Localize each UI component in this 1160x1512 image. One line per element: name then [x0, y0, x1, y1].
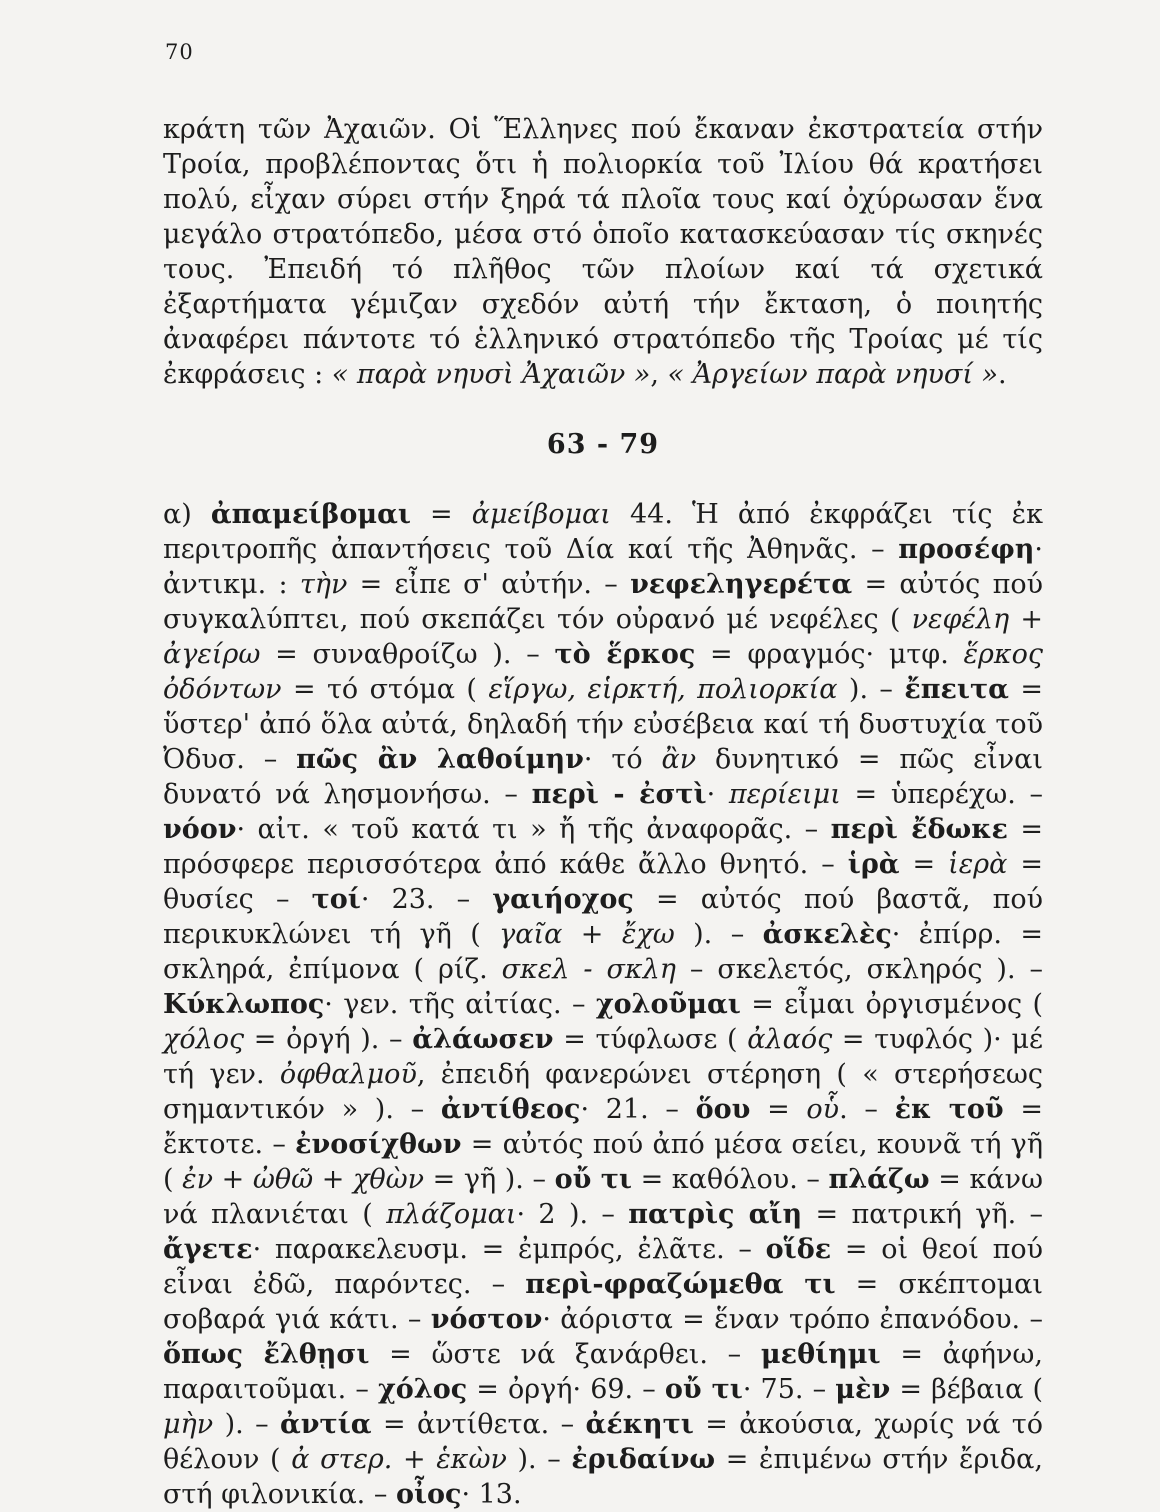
- gloss-text: = ὀργή ). –: [244, 1024, 413, 1055]
- gloss-text: · 21. –: [580, 1094, 696, 1125]
- gloss-text: =: [750, 1094, 807, 1125]
- gloss-text: = πατρική γῆ. –: [802, 1199, 1044, 1230]
- gloss-text: = τό στόμα (: [281, 674, 489, 705]
- italic-gloss: χόλος: [163, 1024, 245, 1055]
- gloss-text: · ἐπίρρ. = σκληρά, ἐπίμονα ( ρίζ.: [163, 919, 1043, 985]
- italic-gloss: περίειμι: [728, 779, 841, 810]
- lemma-term: προσέφη: [898, 534, 1035, 565]
- lemma-term: ἀλάωσεν: [412, 1024, 554, 1055]
- italic-gloss: εἵργω, εἱρκτή, πολιορκία: [488, 674, 838, 705]
- italic-gloss: οὗ: [806, 1094, 840, 1125]
- gloss-text: . –: [839, 1094, 895, 1125]
- italic-gloss: ἀμείβομαι: [471, 499, 611, 530]
- gloss-text: = ἔκτοτε. –: [163, 1094, 1043, 1160]
- gloss-text: = κάνω νά πλανιέται (: [163, 1164, 1043, 1230]
- gloss-text: = ὀργή· 69. –: [467, 1374, 665, 1405]
- gloss-text: = γῆ ). –: [424, 1164, 555, 1195]
- lemma-term: ἀσκελὲς: [762, 919, 892, 950]
- lemma-term: ἄγετε: [163, 1234, 253, 1265]
- gloss-text: = τύφλωσε (: [553, 1024, 748, 1055]
- lemma-term: ἐριδαίνω: [571, 1444, 716, 1475]
- commentary-paragraph: [163, 497, 1043, 1512]
- lemma-term: οὔ τι: [554, 1164, 632, 1195]
- italic-gloss: μὴν: [163, 1409, 214, 1440]
- gloss-text: ). –: [213, 1409, 281, 1440]
- italic-gloss: γαῖα + ἔχω: [499, 919, 675, 950]
- gloss-text: · ἀντικμ. :: [163, 534, 1043, 600]
- gloss-text: =: [899, 849, 949, 880]
- lemma-term: οὔ τι: [664, 1374, 743, 1405]
- italic-gloss: ὀφθαλμοῦ: [279, 1059, 417, 1090]
- gloss-text: = καθόλου. –: [631, 1164, 829, 1195]
- italic-gloss: ἀλαός: [747, 1024, 833, 1055]
- page-text: [163, 112, 1043, 1512]
- lemma-term: πατρὶς αἴη: [628, 1199, 803, 1230]
- gloss-text: · 13.: [461, 1479, 522, 1510]
- lemma-term: ὅου: [695, 1094, 751, 1125]
- gloss-text: = ἀφήνω, παραιτοῦμαι. –: [163, 1339, 1043, 1405]
- gloss-text: = ἐπιμένω στήν ἔριδα, στή φιλονικία. –: [163, 1444, 1044, 1510]
- gloss-text: ). –: [506, 1444, 572, 1475]
- gloss-text: = ὕστερ' ἀπό ὅλα αὐτά, δηλαδή τήν εὐσέβεια καί τή δυστυχία τοῦ Ὀδυσ. –: [163, 674, 1043, 775]
- italic-gloss: ἀ στερ. + ἑκὼν: [291, 1444, 507, 1475]
- gloss-text: = βέβαια (: [890, 1374, 1044, 1405]
- gloss-text: = σκέπτομαι σοβαρά γιά κάτι. –: [163, 1269, 1043, 1335]
- lemma-term: ἐκ τοῦ: [894, 1094, 1004, 1125]
- lemma-term: ἐνοσίχθων: [295, 1129, 462, 1160]
- italic-gloss: σκελ - σκλη: [501, 954, 676, 985]
- gloss-text: 44. Ἡ ἀπό ἐκφράζει τίς ἐκ περιτροπῆς ἀπαντήσεις τοῦ Δία καί τῆς Ἀθηνᾶς. –: [163, 499, 1043, 565]
- lemma-term: ἀντίθεος: [440, 1094, 581, 1125]
- gloss-text: · 75. –: [742, 1374, 836, 1405]
- italic-gloss: νεφέλη + ἀγείρω: [163, 604, 1043, 670]
- gloss-text: δυνητικό = πῶς εἶναι δυνατό νά λησμονήσω. –: [163, 744, 1043, 810]
- lemma-term: χόλος: [378, 1374, 468, 1405]
- lemma-term: μεθίημι: [760, 1339, 881, 1370]
- gloss-text: =: [410, 499, 472, 530]
- gloss-text: α): [163, 499, 211, 530]
- gloss-text: = ἀντίθετα. –: [371, 1409, 586, 1440]
- lemma-term: ἀπαμείβομαι: [210, 499, 411, 530]
- gloss-text: · αἰτ. « τοῦ κατά τι » ἤ τῆς ἀναφορᾶς. –: [236, 814, 831, 845]
- lemma-term: τοί: [311, 884, 361, 915]
- gloss-text: = ἀκούσια, χωρίς νά τό θέλουν (: [163, 1409, 1043, 1475]
- section-heading: 63 - 79: [546, 429, 660, 460]
- gloss-text: = αὐτός πού βαστᾶ, πού περικυκλώνει τή γῆ (: [163, 884, 1043, 950]
- lemma-term: ὅπως ἔλθῃσι: [163, 1339, 370, 1370]
- lemma-term: ἔπειτα: [904, 674, 1009, 705]
- gloss-text: = εἶμαι ὀργισμένος (: [740, 989, 1043, 1020]
- gloss-text: = θυσίες –: [163, 849, 1043, 915]
- lemma-term: περὶ ἔδωκε: [830, 814, 1008, 845]
- italic-gloss: τὴν: [299, 569, 348, 600]
- gloss-text: · τό: [583, 744, 662, 775]
- gloss-text: = πρόσφερε περισσότερα ἀπό κάθε ἄλλο θνητό. –: [163, 814, 1043, 880]
- gloss-text: ). –: [674, 919, 763, 950]
- italic-gloss: ἂν: [661, 744, 697, 775]
- lemma-term: νόον: [163, 814, 237, 845]
- italic-gloss: ἐν + ὠθῶ + χθὼν: [182, 1164, 425, 1195]
- gloss-text: = τυφλός )· μέ τή γεν.: [163, 1024, 1043, 1090]
- lemma-term: ἀντία: [280, 1409, 372, 1440]
- lemma-term: ἱρὰ: [847, 849, 900, 880]
- gloss-text: ·: [706, 779, 729, 810]
- lemma-term: ἀέκητι: [585, 1409, 694, 1440]
- lemma-term: γαιήοχος: [492, 884, 634, 915]
- italic-gloss: ἕρκος ὀδόντων: [163, 639, 1043, 705]
- gloss-text: = αὐτός πού συγκαλύπτει, πού σκεπάζει τόν οὐρανό μέ νεφέλες (: [163, 569, 1043, 635]
- gloss-text: ). –: [837, 674, 905, 705]
- lemma-term: τὸ ἕρκος: [554, 639, 696, 670]
- intro-paragraph: κράτη τῶν Ἀχαιῶν. Οἱ Ἕλληνες πού ἔκαναν ἐκστρατεία στήν Τροία, προβλέποντας ὅτι ἡ πολιορκία τοῦ Ἰλίου θά κρατήσει πολύ, εἶχαν σύρει στήν ξηρά τά πλοῖα τους καί ὀχύρωσαν ἕνα μεγάλο στρατόπεδο, μέσα στό ὁποῖο κατασκεύασαν τίς σκηνές τους. Ἐπειδή τό πλῆθος τῶν πλοίων καί τά σχετικά ἐξαρτήματα γέμιζαν σχεδόν αὐτή τήν ἔκταση, ὁ ποιητής ἀναφέρει πάντοτε τό ἑλληνικό στρατόπεδο τῆς Τροίας μέ τίς ἐκφράσεις : « παρὰ νηυσὶ Ἀχαιῶν », « Ἀργείων παρὰ νηυσί ».: [163, 114, 1043, 390]
- gloss-text: = αὐτός πού ἀπό μέσα σείει, κουνᾶ τή γῆ (: [163, 1129, 1043, 1195]
- italic-gloss: πλάζομαι: [386, 1199, 517, 1230]
- lemma-term: οἵδε: [765, 1234, 832, 1265]
- lemma-term: μὲν: [835, 1374, 891, 1405]
- gloss-text: = οἱ θεοί πού εἶναι ἐδῶ, παρόντες. –: [163, 1234, 1043, 1300]
- italic-gloss: ἱερὰ: [948, 849, 1008, 880]
- gloss-text: · παρακελευσμ. = ἐμπρός, ἐλᾶτε. –: [252, 1234, 766, 1265]
- lemma-term: περὶ - ἐστὶ: [531, 779, 707, 810]
- page-number: 70: [165, 40, 194, 64]
- quoted-phrase: « παρὰ νηυσὶ Ἀχαιῶν »: [331, 359, 651, 390]
- gloss-text: , ἐπειδή φανερώνει στέρηση ( « στερήσεως σημαντικόν » ). –: [163, 1059, 1044, 1125]
- lemma-term: νόστον: [430, 1304, 543, 1335]
- lemma-term: περὶ-φραζώμεθα τι: [525, 1269, 836, 1300]
- gloss-text: · ἀόριστα = ἕναν τρόπο ἐπανόδου. –: [542, 1304, 1043, 1335]
- gloss-text: · γεν. τῆς αἰτίας. –: [324, 989, 596, 1020]
- lemma-term: οἶος: [395, 1479, 462, 1510]
- gloss-text: · 23. –: [360, 884, 493, 915]
- gloss-text: = εἶπε σ' αὐτήν. –: [347, 569, 631, 600]
- lemma-term: Κύκλωπος: [163, 989, 325, 1020]
- gloss-text: = φραγμός· μτφ.: [695, 639, 964, 670]
- gloss-text: = ὥστε νά ξανάρθει. –: [369, 1339, 761, 1370]
- gloss-text: = ὑπερέχω. –: [840, 779, 1044, 810]
- lemma-term: πλάζω: [828, 1164, 930, 1195]
- gloss-text: = συναθροίζω ). –: [260, 639, 555, 670]
- lemma-term: χολοῦμαι: [595, 989, 741, 1020]
- gloss-text: – σκελετός, σκληρός ). –: [675, 954, 1043, 985]
- lemma-term: πῶς ἂν λαθοίμην: [296, 744, 584, 775]
- quoted-phrase: « Ἀργείων παρὰ νηυσί »: [667, 359, 999, 390]
- gloss-text: · 2 ). –: [516, 1199, 629, 1230]
- lemma-term: νεφεληγερέτα: [630, 569, 853, 600]
